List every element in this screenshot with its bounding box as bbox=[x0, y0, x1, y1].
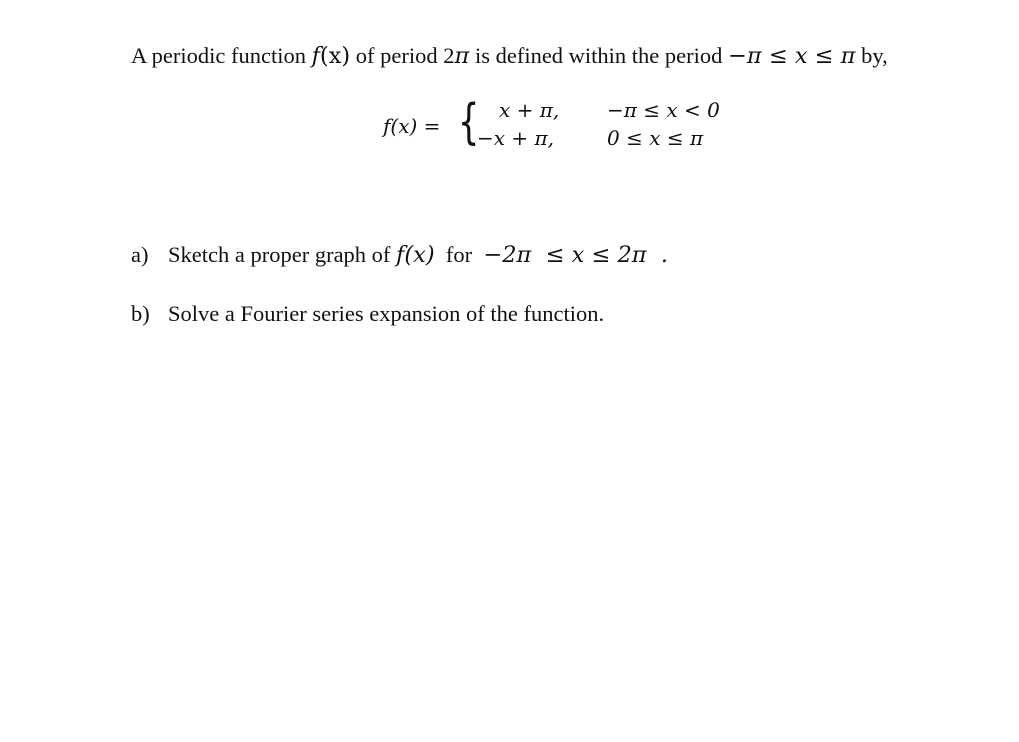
question-a-range: −2π ≤ x ≤ 2π . bbox=[483, 242, 669, 268]
intro-text-period: of period 2 bbox=[350, 43, 455, 68]
question-b bbox=[131, 300, 604, 328]
question-a-for: for bbox=[434, 242, 484, 267]
pi-symbol: π bbox=[454, 43, 470, 69]
case-2-condition: 0 ≤ x ≤ π bbox=[607, 126, 704, 150]
question-a-function: f(x) bbox=[396, 242, 435, 268]
piecewise-equation bbox=[383, 96, 763, 160]
question-a bbox=[131, 241, 668, 269]
intro-text-by: by, bbox=[855, 43, 888, 68]
function-symbol: f bbox=[311, 43, 320, 69]
cases-brace: { bbox=[458, 94, 480, 150]
case-2-expression: −x + π, bbox=[477, 126, 555, 150]
function-argument: (x) bbox=[319, 43, 351, 69]
question-b-text: Solve a Fourier series expansion of the function. bbox=[168, 301, 605, 326]
case-1-expression: x + π, bbox=[499, 98, 560, 122]
intro-text-defined: is defined within the period bbox=[469, 43, 729, 68]
question-b-label: b) bbox=[131, 301, 150, 326]
case-1-condition: −π ≤ x < 0 bbox=[607, 98, 720, 122]
intro-text-start: A periodic function bbox=[131, 43, 312, 68]
period-range: −π ≤ x ≤ π bbox=[728, 43, 856, 69]
question-a-text: Sketch a proper graph of bbox=[168, 242, 397, 267]
question-a-label: a) bbox=[131, 242, 149, 267]
problem-intro bbox=[131, 42, 888, 70]
equation-lhs: f(x) = bbox=[383, 114, 441, 138]
